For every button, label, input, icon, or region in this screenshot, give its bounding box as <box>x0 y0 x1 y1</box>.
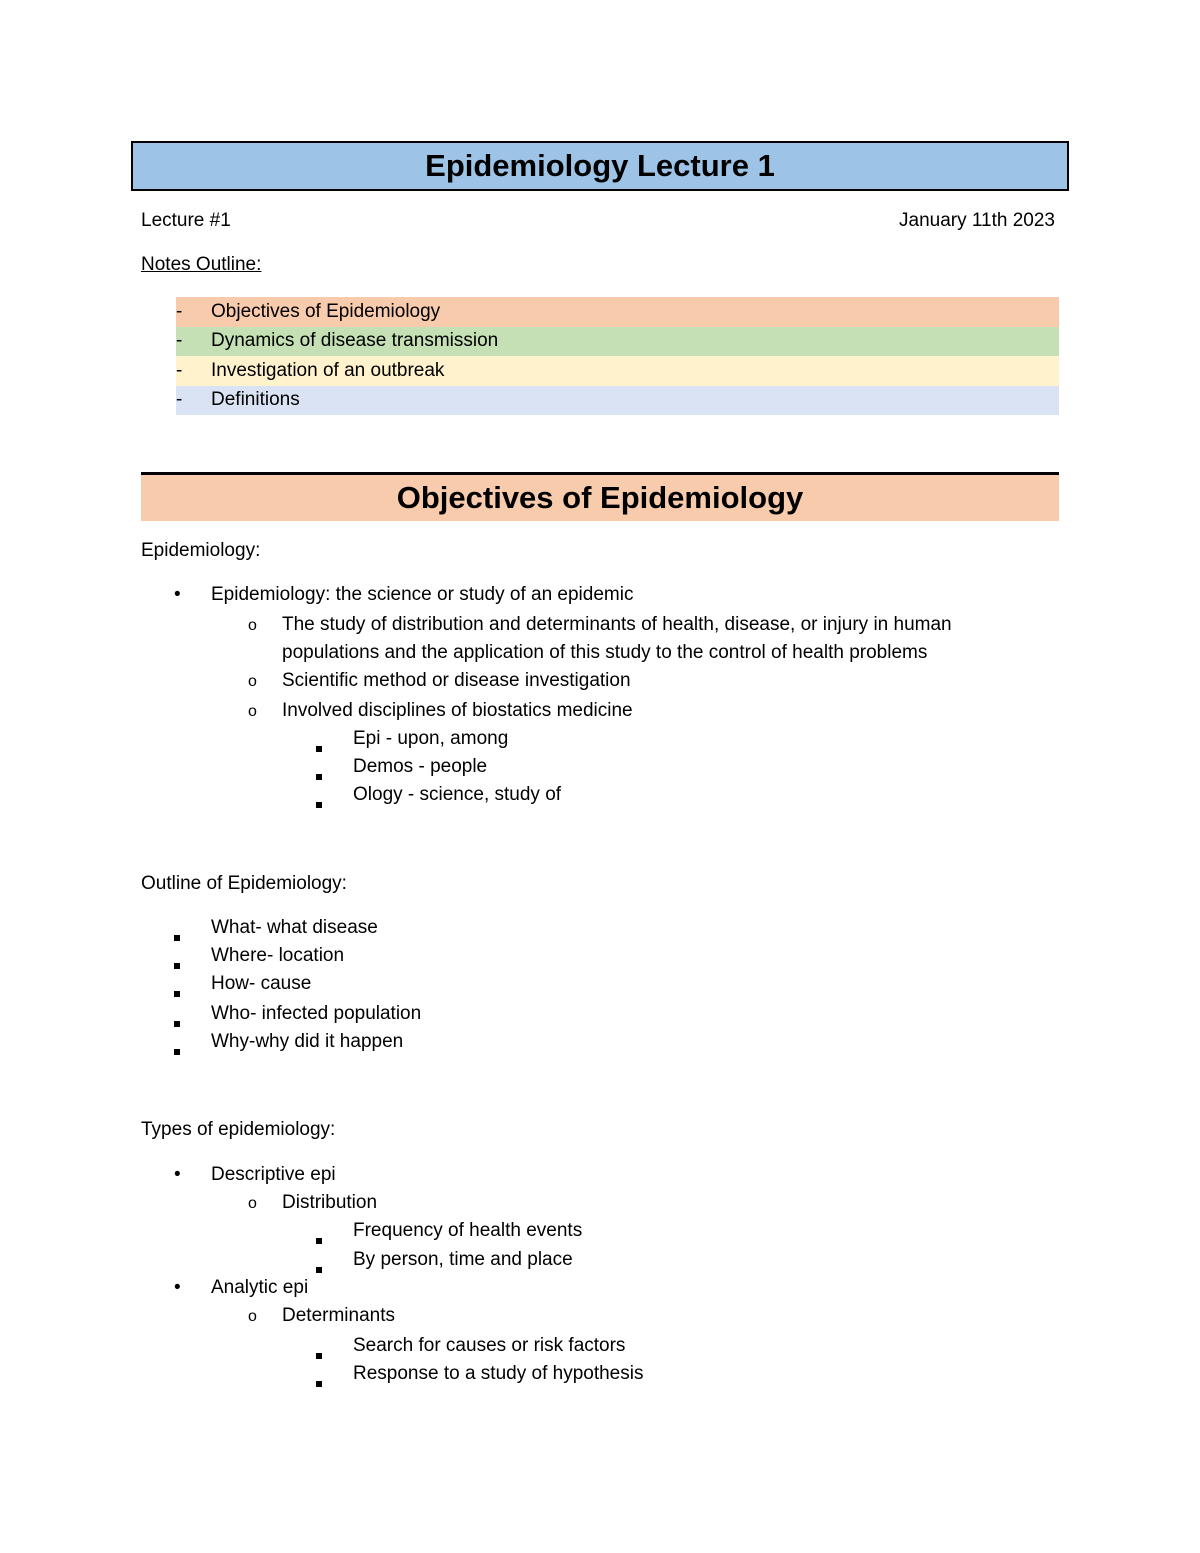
outline-item-label: Dynamics of disease transmission <box>211 330 499 352</box>
square-bullet-icon <box>316 764 322 786</box>
outline-item <box>176 327 1059 357</box>
list-item: Analytic epi <box>211 1277 309 1298</box>
outline-item-label: Objectives of Epidemiology <box>211 300 441 322</box>
square-bullet-icon <box>316 1343 322 1365</box>
lecture-meta <box>141 210 1055 232</box>
list-item: Ology - science, study of <box>353 784 562 805</box>
square-bullet-icon <box>316 1257 322 1279</box>
list-item: What- what disease <box>211 917 378 938</box>
bullet-icon: • <box>174 1277 181 1298</box>
bullet-icon: • <box>174 584 181 605</box>
outline-dash: - <box>176 389 183 411</box>
notes-outline-label: Notes Outline: <box>141 254 262 275</box>
outline-item <box>176 386 1059 416</box>
list-item: Scientific method or disease investigation <box>282 670 631 691</box>
square-bullet-icon <box>316 1371 322 1393</box>
page-title: Epidemiology Lecture 1 <box>425 148 775 183</box>
list-item: By person, time and place <box>353 1249 573 1270</box>
section-title: Objectives of Epidemiology <box>396 480 804 515</box>
outline-item <box>176 297 1059 327</box>
circle-bullet-icon: o <box>248 703 257 720</box>
square-bullet-icon <box>174 1039 180 1061</box>
circle-bullet-icon: o <box>248 1308 257 1325</box>
square-bullet-icon <box>174 925 180 947</box>
square-bullet-icon <box>174 953 180 975</box>
circle-bullet-icon: o <box>248 617 257 634</box>
square-bullet-icon <box>316 1228 322 1250</box>
list-item: Search for causes or risk factors <box>353 1335 626 1356</box>
outline-dash: - <box>176 330 183 352</box>
list-item: Frequency of health events <box>353 1220 583 1241</box>
square-bullet-icon <box>316 736 322 758</box>
list-item: Involved disciplines of biostatics medicine <box>282 700 633 721</box>
list-item: Who- infected population <box>211 1003 422 1024</box>
list-item-continuation: populations and the application of this study to the control of health problems <box>282 642 928 663</box>
outline-dash: - <box>176 359 183 381</box>
list-item: Response to a study of hypothesis <box>353 1363 644 1384</box>
outline-item-label: Investigation of an outbreak <box>211 359 445 381</box>
outline-dash: - <box>176 300 183 322</box>
list-item: Where- location <box>211 945 345 966</box>
outline-item <box>176 356 1059 386</box>
list-item: The study of distribution and determinants of health, disease, or injury in human <box>282 614 952 635</box>
list-item: Epidemiology: the science or study of an epidemic <box>211 584 634 605</box>
outline-of-epidemiology-heading: Outline of Epidemiology: <box>141 873 347 894</box>
lecture-date: January 11th 2023 <box>899 210 1055 231</box>
circle-bullet-icon: o <box>248 1195 257 1212</box>
list-item: Why-why did it happen <box>211 1031 404 1052</box>
types-of-epidemiology-heading: Types of epidemiology: <box>141 1119 336 1140</box>
square-bullet-icon <box>174 1011 180 1033</box>
list-item: How- cause <box>211 973 312 994</box>
square-bullet-icon <box>174 981 180 1003</box>
square-bullet-icon <box>316 792 322 814</box>
list-item: Epi - upon, among <box>353 728 509 749</box>
section-banner <box>141 475 1059 521</box>
epidemiology-heading: Epidemiology: <box>141 540 261 561</box>
list-item: Distribution <box>282 1192 378 1213</box>
lecture-number: Lecture #1 <box>141 210 231 231</box>
list-item: Determinants <box>282 1305 395 1326</box>
bullet-icon: • <box>174 1164 181 1185</box>
title-banner <box>131 141 1069 191</box>
list-item: Descriptive epi <box>211 1164 336 1185</box>
outline-item-label: Definitions <box>211 389 300 411</box>
list-item: Demos - people <box>353 756 488 777</box>
circle-bullet-icon: o <box>248 673 257 690</box>
notes-outline-list <box>176 297 1059 415</box>
